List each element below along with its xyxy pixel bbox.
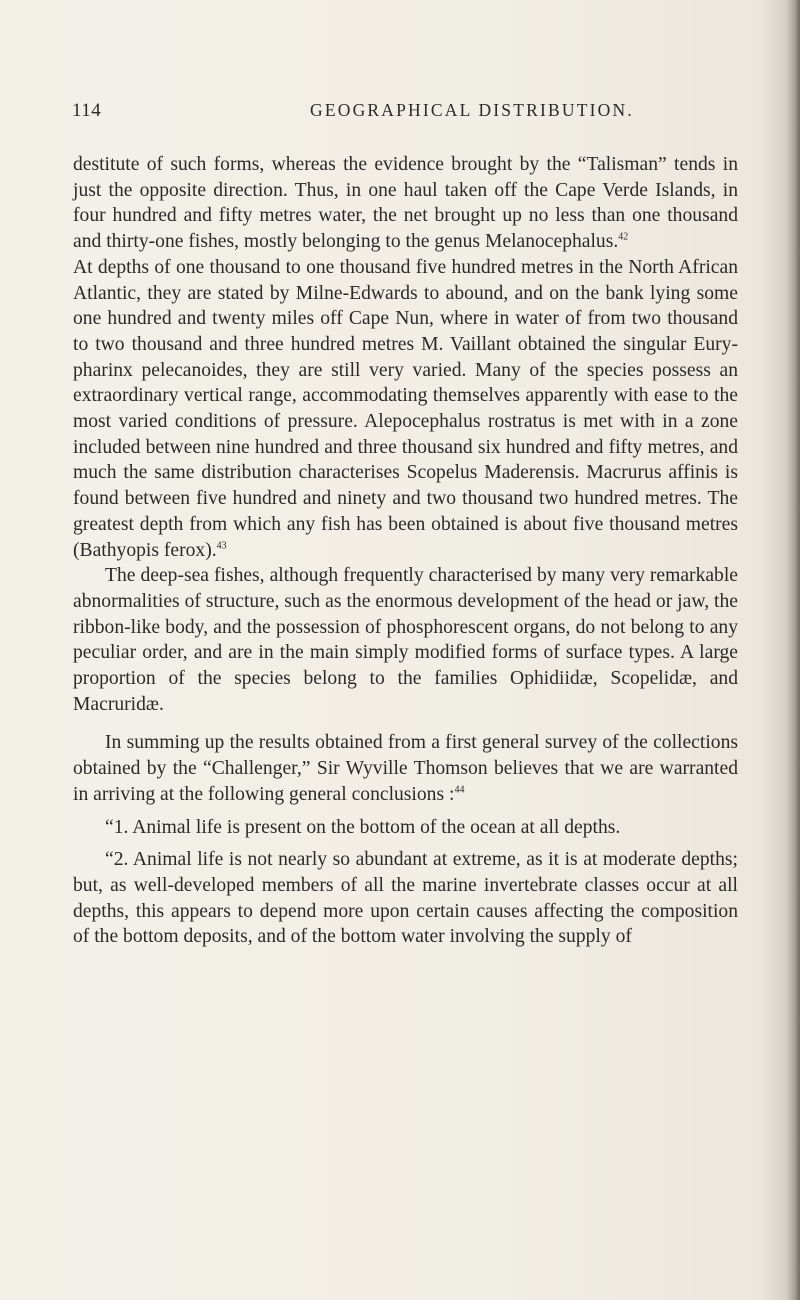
paragraph-text: At depths of one thousand to one thousand five hundred metres in the North African Atlantic, they are stated by Milne-Edwards to abound, and on the bank lying some one hundred and twenty miles off Cape Nun, where in water of from two thousand to two thousand and three hundred metres M. Vaillant obtained the singular Eurypharinx pelecanoides, they are still very varied. Many of the species possess an extraordinary vertical range, accommodating themselves apparently with ease to the most varied conditions of pressure. Alepocephalus rostratus is met with in a zone included between nine hundred and three thousand six hundred and fifty metres, and much the same distribution characterises Scopelus Maderensis. Macrurus affinis is found between five hundred and ninety and two thousand two hundred metres. The greatest depth from which any fish has been obtained is about five thousand metres (Bathyopis ferox). <box>73 256 738 561</box>
page-header <box>72 100 730 130</box>
paragraph-text: destitute of such forms, whereas the evidence brought by the “Talisman” tends in just the opposite direction. Thus, in one haul taken off the Cape Verde Islands, in four hundred and fifty metres water, the net brought up no less than one thousand and thirty-one fishes, mostly belonging to the genus Melanocephalus. <box>73 154 738 253</box>
paragraph <box>73 152 738 255</box>
paragraph-text: “1. Animal life is present on the bottom of the ocean at all depths. <box>105 816 621 838</box>
paragraph-text: “2. Animal life is not nearly so abundant at extreme, as it is at moderate depths; but, as well-developed members of all the marine invertebrate classes occur at all depths, this appears to depend more upon certain causes affecting the composition of the bottom deposits, and of the bottom water involving the supply of <box>73 849 738 948</box>
footnote-ref: 42 <box>618 231 629 243</box>
paragraph <box>73 255 738 563</box>
page-edge-shadow <box>786 0 800 1300</box>
page-number: 114 <box>72 100 102 121</box>
footnote-ref: 44 <box>454 784 465 796</box>
footnote-ref: 43 <box>216 540 227 552</box>
paragraph <box>73 563 738 717</box>
running-head: GEOGRAPHICAL DISTRIBUTION. <box>310 100 634 120</box>
paragraph <box>73 730 738 807</box>
paragraph <box>73 847 738 950</box>
paragraph-text: In summing up the results obtained from a first general survey of the collections obtained by the “Challenger,” Sir Wyville Thomson believes that we are warranted in arriving at the following general conclusions : <box>73 732 738 805</box>
body-text <box>73 152 738 950</box>
paragraph <box>73 815 738 841</box>
paragraph-text: The deep-sea fishes, although frequently characterised by many very remarkable abnormalities of structure, such as the enormous development of the head or jaw, the ribbon-like body, and the possession of phosphorescent organs, do not belong to any peculiar order, and are in the main simply modified forms of surface types. A large proportion of the species belong to the families Ophidiidæ, Scopelidæ, and Macruridæ. <box>73 565 738 715</box>
